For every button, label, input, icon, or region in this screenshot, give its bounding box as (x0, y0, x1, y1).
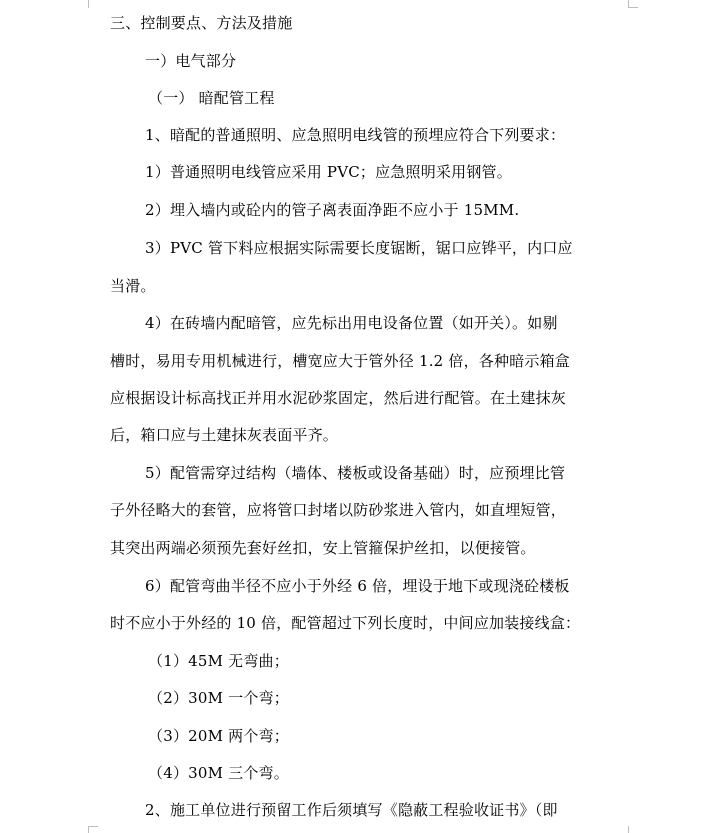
section-heading: 三、控制要点、方法及措施 (110, 14, 293, 32)
crop-mark-bottom-right-vertical (628, 826, 629, 833)
paragraph-sub-5-line-2: 子外径略大的套管，应将管口封堵以防砂浆进入管内，如直埋短管， (110, 501, 567, 519)
paragraph-sub-3-line-2: 当滑。 (110, 277, 156, 295)
paragraph-sub-5-line-3: 其突出两端必须预先套好丝扣，安上管箍保护丝扣，以便接管。 (110, 539, 536, 557)
paragraph-sub-4-line-2: 槽时，易用专用机械进行，槽宽应大于管外径 1.2 倍，各种暗示箱盒 (110, 352, 570, 370)
paragraph-sub-3-line-1: 3）PVC 管下料应根据实际需要长度锯断，锯口应铧平，内口应 (145, 239, 573, 257)
paragraph-sub-2: 2）埋入墙内或砼内的管子离表面净距不应小于 15MM. (145, 201, 520, 219)
subsection-heading-electric: 一）电气部分 (145, 52, 237, 70)
crop-mark-top-right-horizontal (628, 7, 638, 8)
crop-mark-top-left-vertical (88, 0, 89, 8)
paragraph-item-2: 2、施工单位进行预留工作后须填写《隐蔽工程验收证书》（即 (145, 801, 558, 819)
paragraph-sub-1: 1）普通照明电线管应采用 PVC；应急照明采用钢管。 (145, 163, 512, 181)
list-item-1: （1）45M 无弯曲； (148, 652, 289, 670)
crop-mark-bottom-left-horizontal (88, 826, 98, 827)
paragraph-sub-6-line-1: 6）配管弯曲半径不应小于外经 6 倍，埋设于地下或现浇砼楼板 (145, 577, 570, 595)
paragraph-sub-4-line-3: 应根据设计标高找正并用水泥砂浆固定，然后进行配管。在土建抹灰 (110, 389, 567, 407)
paragraph-sub-6-line-2: 时不应小于外经的 10 倍，配管超过下列长度时，中间应加装接线盒： (110, 614, 581, 632)
list-item-3: （3）20M 两个弯； (148, 727, 289, 745)
paragraph-sub-4-line-4: 后，箱口应与土建抹灰表面平齐。 (110, 426, 339, 444)
list-item-4: （4）30M 三个弯。 (148, 764, 289, 782)
paragraph-sub-5-line-1: 5）配管需穿过结构（墙体、楼板或设备基础）时，应预埋比管 (145, 464, 566, 482)
list-item-2: （2）30M 一个弯； (148, 689, 289, 707)
subsection-heading-conduit: （一） 暗配管工程 (148, 89, 275, 107)
crop-mark-bottom-left-vertical (88, 826, 89, 833)
paragraph-item-1: 1、暗配的普通照明、应急照明电线管的预埋应符合下列要求： (145, 126, 566, 144)
paragraph-sub-4-line-1: 4）在砖墙内配暗管，应先标出用电设备位置（如开关）。如剔 (145, 314, 558, 332)
